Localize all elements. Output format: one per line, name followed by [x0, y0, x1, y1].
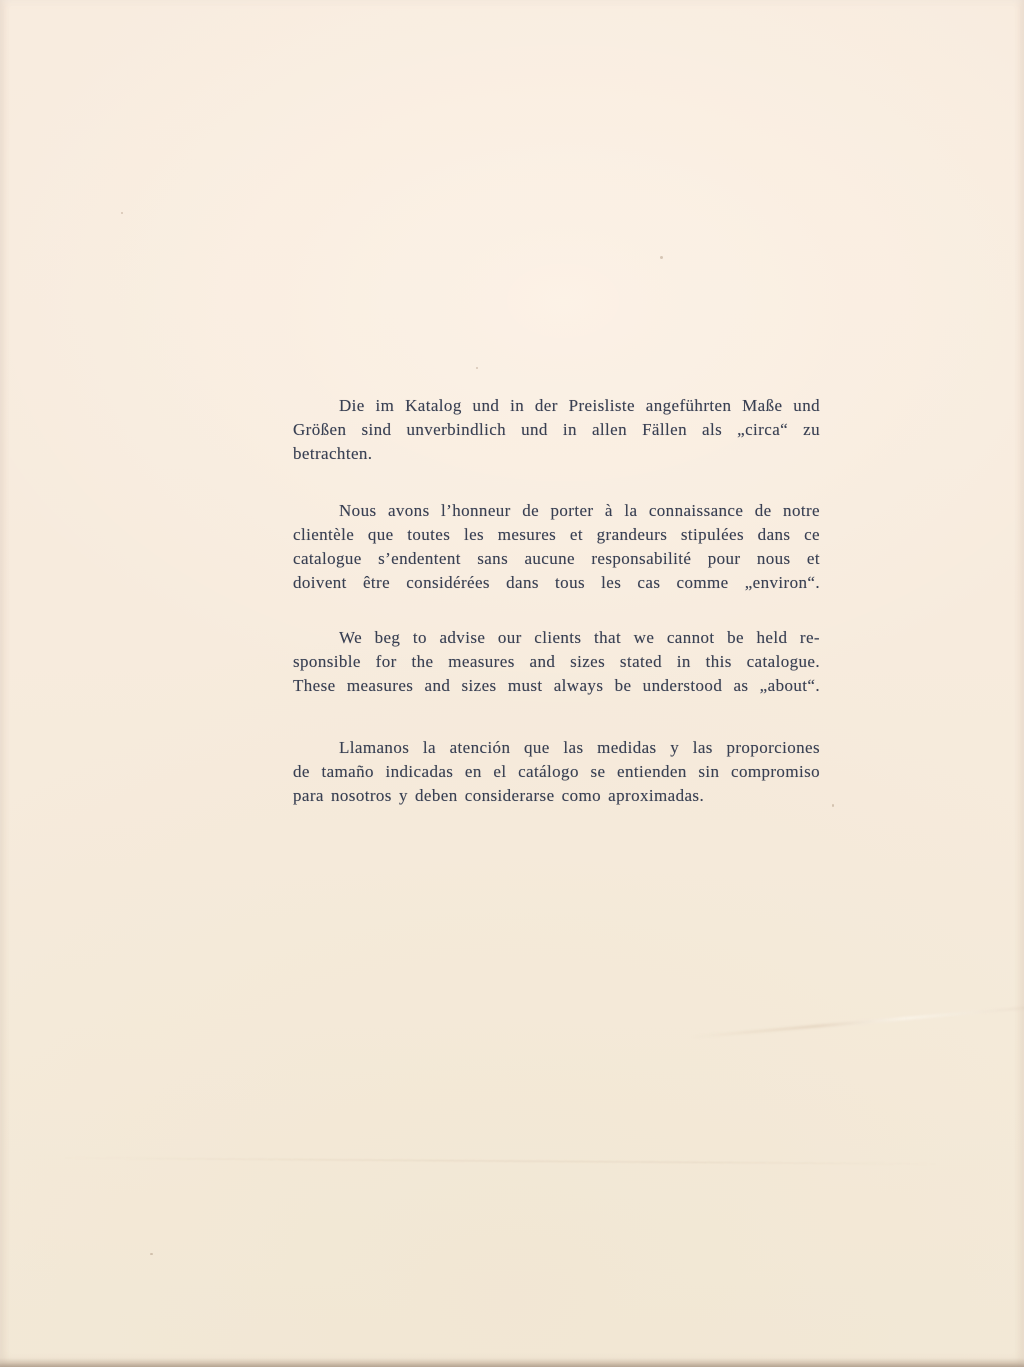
text-line: Llamanos la atención que las medidas y las proporciones	[339, 738, 820, 757]
disclaimer-text-block	[293, 394, 820, 808]
paragraph-spanish	[293, 736, 820, 808]
paragraph-english	[293, 626, 820, 698]
text-line: de tamaño indicadas en el catálogo se entienden sin compromiso	[293, 762, 820, 781]
paper-speck	[832, 804, 834, 807]
paper-crease	[60, 1157, 940, 1165]
page-bottom-shadow	[0, 1358, 1024, 1367]
text-line: catalogue s’endentent sans aucune responsabilité pour nous et	[293, 549, 820, 568]
text-line: para nosotros y deben considerarse como aproximadas.	[293, 786, 705, 805]
text-line: betrachten.	[293, 444, 373, 463]
paper-speck	[121, 212, 123, 214]
text-line: doivent être considérées dans tous les cas comme „environ“.	[293, 573, 820, 592]
text-line: sponsible for the measures and sizes stated in this catalogue.	[293, 652, 820, 671]
text-line: clientèle que toutes les mesures et grandeurs stipulées dans ce	[293, 525, 820, 544]
paper-crease	[691, 1004, 1024, 1038]
text-line: Die im Katalog und in der Preisliste angeführten Maße und	[339, 396, 820, 415]
paragraph-french	[293, 499, 820, 595]
text-line: These measures and sizes must always be understood as „about“.	[293, 676, 820, 695]
paper-speck	[476, 367, 478, 369]
paragraph-german	[293, 394, 820, 466]
paper-speck	[660, 256, 663, 259]
paper-speck	[150, 1253, 153, 1255]
text-line: We beg to advise our clients that we cannot be held re-	[339, 628, 820, 647]
text-line: Nous avons l’honneur de porter à la connaissance de notre	[339, 501, 820, 520]
text-line: Größen sind unverbindlich und in allen Fällen als „circa“ zu	[293, 420, 820, 439]
